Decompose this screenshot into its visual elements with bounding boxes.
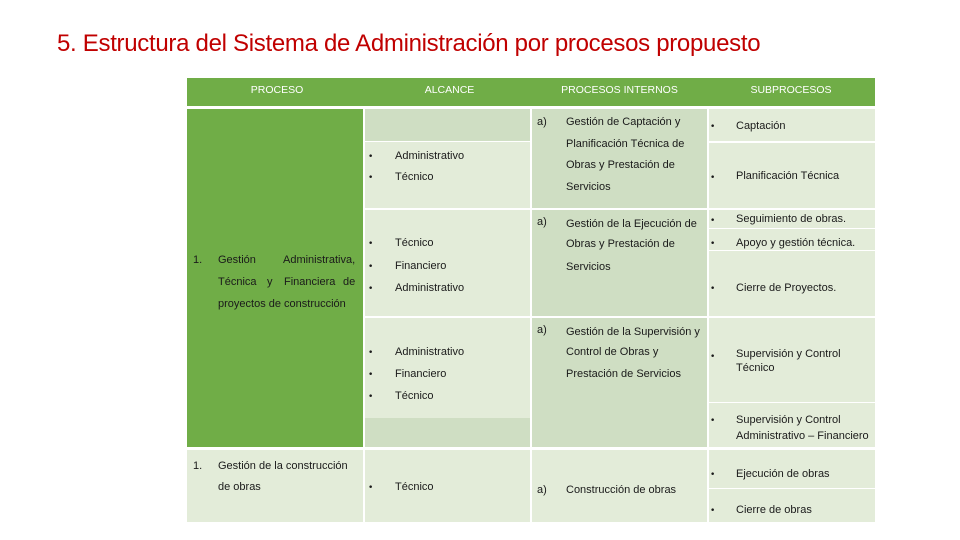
alcance-item: Financiero	[395, 260, 447, 272]
alcance-cell-4	[365, 450, 530, 522]
divider	[707, 228, 875, 229]
interno-text: Gestión de la Supervisión y	[566, 326, 700, 338]
divider	[365, 208, 530, 210]
proceso-1-number: 1.	[193, 254, 203, 266]
divider	[707, 402, 875, 403]
divider	[187, 106, 875, 109]
divider	[365, 141, 530, 142]
alcance-item: Financiero	[395, 368, 447, 380]
subproceso-item: Técnico	[736, 362, 775, 374]
alcance-empty-mid	[365, 418, 530, 448]
bullet: •	[710, 416, 716, 426]
interno-letter: a)	[537, 116, 547, 128]
alcance-empty-top	[365, 109, 530, 141]
header-alcance: ALCANCE	[424, 84, 475, 96]
divider	[707, 250, 875, 251]
proceso-1-text: Gestión	[218, 254, 256, 266]
interno-text: Obras y Prestación de	[566, 159, 675, 171]
subproceso-item: Apoyo y gestión técnica.	[736, 237, 856, 249]
divider	[365, 316, 530, 318]
bullet: •	[710, 470, 716, 480]
divider	[532, 208, 875, 210]
alcance-item: Administrativo	[395, 282, 465, 294]
proceso-1-text: y	[267, 276, 273, 288]
bullet: •	[368, 239, 374, 249]
proceso-1-text: de	[343, 276, 356, 288]
process-table	[187, 78, 875, 522]
bullet: •	[368, 370, 374, 380]
bullet: •	[710, 216, 716, 226]
bullet: •	[710, 506, 716, 516]
bullet: •	[710, 284, 716, 294]
bullet: •	[368, 284, 374, 294]
divider	[532, 316, 875, 318]
subproceso-item: Captación	[736, 120, 786, 132]
bullet: •	[710, 122, 716, 132]
sub-cell-1	[707, 109, 875, 141]
proceso-2-text: de obras	[218, 481, 261, 493]
subproceso-item: Ejecución de obras	[736, 468, 830, 480]
interno-text: Servicios	[566, 181, 611, 193]
interno-letter: a)	[537, 324, 547, 336]
subproceso-item: Supervisión y Control	[736, 414, 841, 426]
subproceso-item: Supervisión y Control	[736, 348, 841, 360]
proceso-2-text: Gestión de la construcción	[218, 460, 348, 472]
alcance-item: Técnico	[395, 481, 434, 493]
divider	[707, 141, 875, 143]
divider	[707, 488, 875, 489]
header-subprocesos: SUBPROCESOS	[750, 84, 832, 96]
bullet: •	[368, 152, 374, 162]
interno-letter: a)	[537, 216, 547, 228]
proceso-1-text: Financiera	[284, 276, 336, 288]
proceso-2-number: 1.	[193, 460, 203, 472]
subproceso-item: Seguimiento de obras.	[736, 213, 847, 225]
interno-text: Construcción de obras	[566, 484, 677, 496]
bullet: •	[710, 352, 716, 362]
subproceso-item: Planificación Técnica	[736, 170, 840, 182]
bullet: •	[368, 262, 374, 272]
bullet: •	[368, 348, 374, 358]
interno-letter: a)	[537, 484, 547, 496]
alcance-item: Técnico	[395, 390, 434, 402]
proceso-cell-1	[187, 109, 363, 447]
subproceso-item: Cierre de obras	[736, 504, 812, 516]
interno-text: Obras y Prestación de	[566, 238, 675, 250]
page-title: 5. Estructura del Sistema de Administración por procesos propuesto	[57, 30, 761, 57]
interno-text: Servicios	[566, 261, 611, 273]
subproceso-item: Administrativo – Financiero	[736, 430, 869, 442]
alcance-item: Técnico	[395, 171, 434, 183]
header-procesos-internos: PROCESOS INTERNOS	[561, 84, 678, 96]
header-proceso: PROCESO	[250, 84, 304, 96]
interno-text: Prestación de Servicios	[566, 368, 681, 380]
subproceso-item: Cierre de Proyectos.	[736, 282, 837, 294]
alcance-cell-3	[365, 318, 530, 418]
bullet: •	[368, 392, 374, 402]
bullet: •	[710, 239, 716, 249]
alcance-cell-2	[365, 210, 530, 314]
interno-text: Gestión de la Ejecución de	[566, 218, 697, 230]
bullet: •	[710, 173, 716, 183]
alcance-item: Técnico	[395, 237, 434, 249]
proceso-1-text: Administrativa,	[283, 254, 356, 266]
divider	[187, 447, 875, 450]
proceso-1-text: Técnica	[218, 276, 257, 288]
alcance-item: Administrativo	[395, 346, 465, 358]
bullet: •	[368, 173, 374, 183]
proceso-1-text: proyectos de construcción	[218, 298, 346, 310]
sub-cell-3	[707, 210, 875, 318]
bullet: •	[368, 483, 374, 493]
interno-text: Gestión de Captación y	[566, 116, 681, 128]
interno-text: Planificación Técnica de	[566, 138, 685, 150]
interno-text: Control de Obras y	[566, 346, 659, 358]
alcance-item: Administrativo	[395, 150, 465, 162]
